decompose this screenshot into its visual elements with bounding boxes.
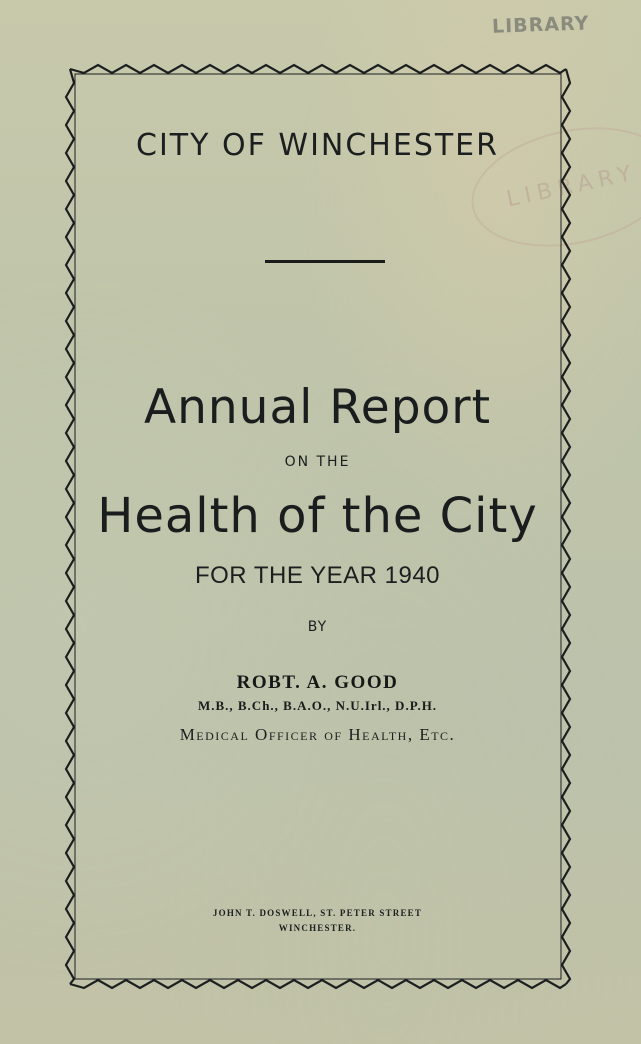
border-edge [66,69,74,984]
report-subject: Health of the City [97,488,538,544]
author-office: Medical Officer of Health, Etc. [179,725,456,744]
report-title: Annual Report [143,380,492,435]
printer-imprint [80,906,555,936]
author-name: ROBT. A. GOOD [236,672,399,693]
border-edge [70,980,566,988]
report-year: FOR THE YEAR 1940 [194,562,441,589]
library-stamp: LIBRARY [491,12,590,38]
printer-line: JOHN T. DOSWELL, ST. PETER STREET [212,908,423,918]
author-degrees: M.B., B.Ch., B.A.O., N.U.Irl., D.P.H. [197,698,438,713]
faded-library-seal: LIBRARY [460,110,641,264]
city-title: CITY OF WINCHESTER [136,128,499,163]
printer-town: WINCHESTER. [278,923,357,933]
title-connector: ON THE [284,454,351,470]
by-label: BY [307,619,328,635]
border-edge [562,69,570,984]
title-rule [265,260,385,263]
border-edge [70,65,566,73]
